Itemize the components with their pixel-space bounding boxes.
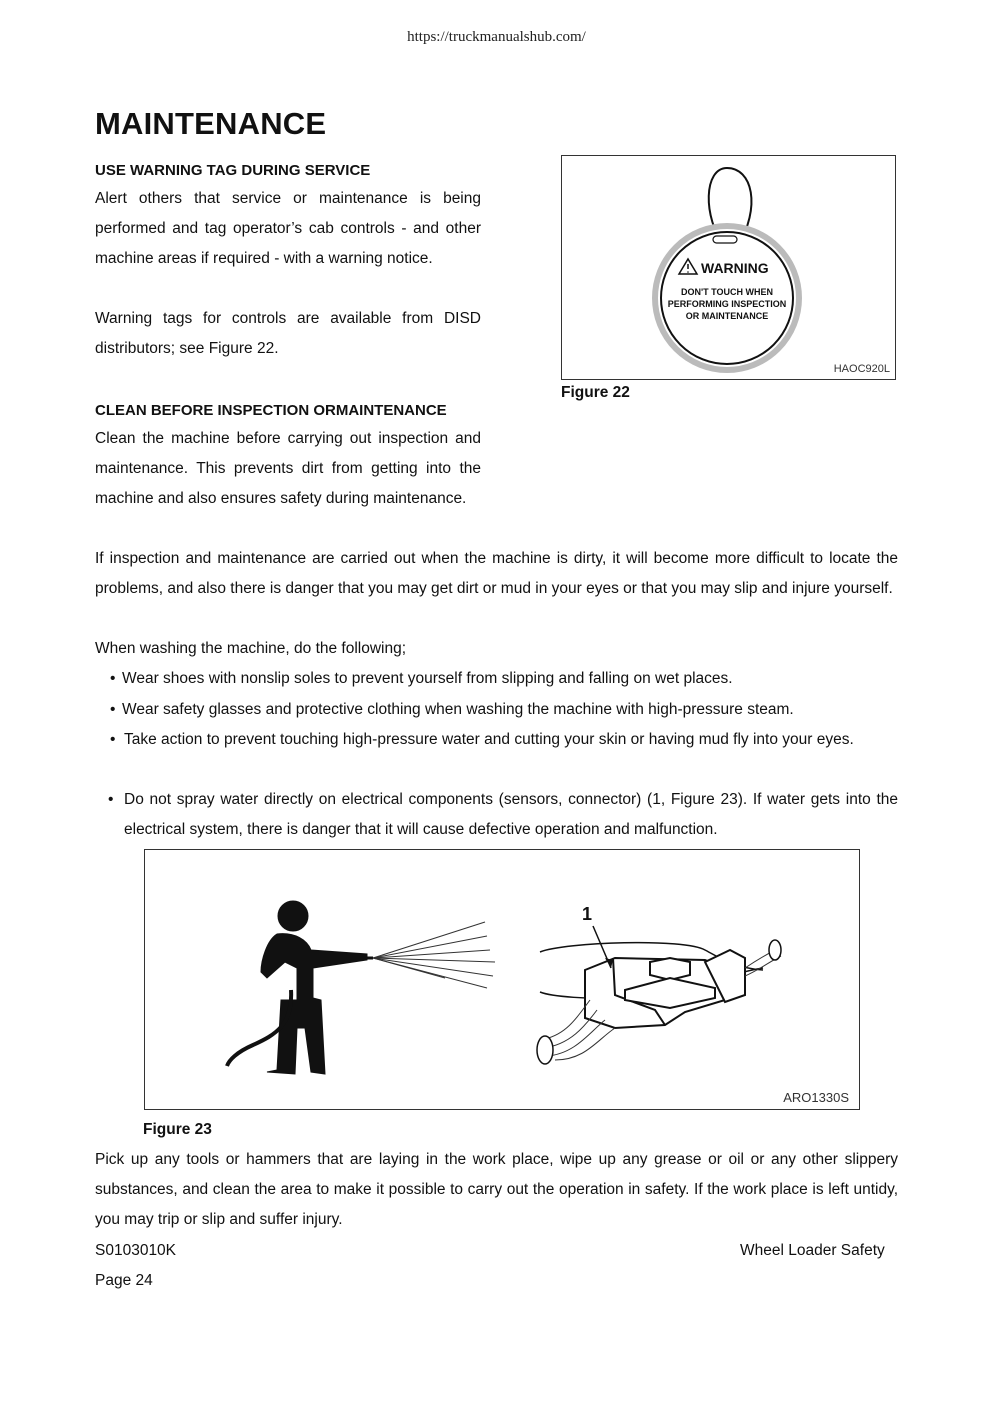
bullet-item — [108, 785, 898, 845]
water-spray-lines — [373, 922, 495, 988]
tag-warning-text: WARNING — [701, 260, 769, 276]
section2-paragraph-2: If inspection and maintenance are carried out when the machine is dirty, it will become more difficult to locate the problems, and also there is danger that you may get dirt or mud in your eyes or that you may slip and injure yourself. — [95, 550, 898, 597]
bullet-text: Wear safety glasses and protective clothing when washing the machine with high-pressure steam. — [122, 701, 794, 718]
figure-23-caption: Figure 23 — [143, 1121, 212, 1138]
figure-23-callout: 1 — [582, 904, 593, 924]
figure-22-warning-tag — [561, 155, 896, 380]
footer-doc-code: S0103010K — [95, 1242, 177, 1259]
bullet-text: Wear shoes with nonslip soles to prevent yourself from slipping and falling on wet places. — [122, 670, 733, 687]
figure-23-code: ARO1330S — [783, 1090, 849, 1105]
tag-line-1: DON'T TOUCH WHEN — [681, 287, 773, 297]
section2-paragraph-1: Clean the machine before carrying out inspection and maintenance. This prevents dirt from getting into the machine and also ensures safety during maintenance. — [95, 430, 481, 507]
figure-22-code: HAOC920L — [833, 363, 890, 375]
bullet-glyph: • — [110, 731, 116, 748]
warning-tag-illustration — [562, 156, 895, 379]
section-heading-warning-tag: USE WARNING TAG DURING SERVICE — [95, 162, 371, 179]
page-title: MAINTENANCE — [95, 106, 327, 141]
washing-and-connector-illustration — [145, 850, 859, 1109]
person-washing-icon — [227, 901, 373, 1074]
header-url: https://truckmanualshub.com/ — [407, 29, 586, 45]
electrical-connector-icon — [540, 943, 763, 1028]
bullet-item — [110, 725, 898, 755]
footer-page-number: Page 24 — [95, 1272, 153, 1289]
bullet-glyph: • — [108, 791, 114, 808]
footer-doc-title: Wheel Loader Safety — [740, 1242, 885, 1259]
bullet-text: Take action to prevent touching high-pressure water and cutting your skin or having mud fly into your eyes. — [124, 731, 854, 748]
tag-line-2: PERFORMING INSPECTION — [667, 299, 787, 309]
bullet-glyph: • — [110, 670, 116, 687]
bullet-glyph: • — [110, 701, 116, 718]
closing-paragraph: Pick up any tools or hammers that are laying in the work place, wipe up any grease or oil or any other slippery substances, and clean the area to make it possible to carry out the operation in safety. If the work place is left untidy, you may trip or slip and suffer injury. — [95, 1151, 898, 1228]
figure-23-washing-illustration — [144, 849, 860, 1110]
section1-paragraph-1: Alert others that service or maintenance is being performed and tag operator’s cab controls - and other machine areas if required - with a warning notice. — [95, 190, 481, 267]
section1-paragraph-2: Warning tags for controls are available from DISD distributors; see Figure 22. — [95, 310, 481, 357]
figure-22-caption: Figure 22 — [561, 384, 630, 401]
bullet-text: Do not spray water directly on electrical components (sensors, connector) (1, Figure 23). If water gets into the electrical system, there is danger that it will cause defective operation and malfunction. — [124, 791, 898, 838]
bullet-item — [110, 664, 898, 694]
section2-paragraph-3: When washing the machine, do the following; — [95, 640, 407, 657]
section-heading-clean: CLEAN BEFORE INSPECTION ORMAINTENANCE — [95, 402, 447, 419]
bullet-item — [110, 695, 898, 725]
tag-line-3: OR MAINTENANCE — [685, 311, 769, 321]
